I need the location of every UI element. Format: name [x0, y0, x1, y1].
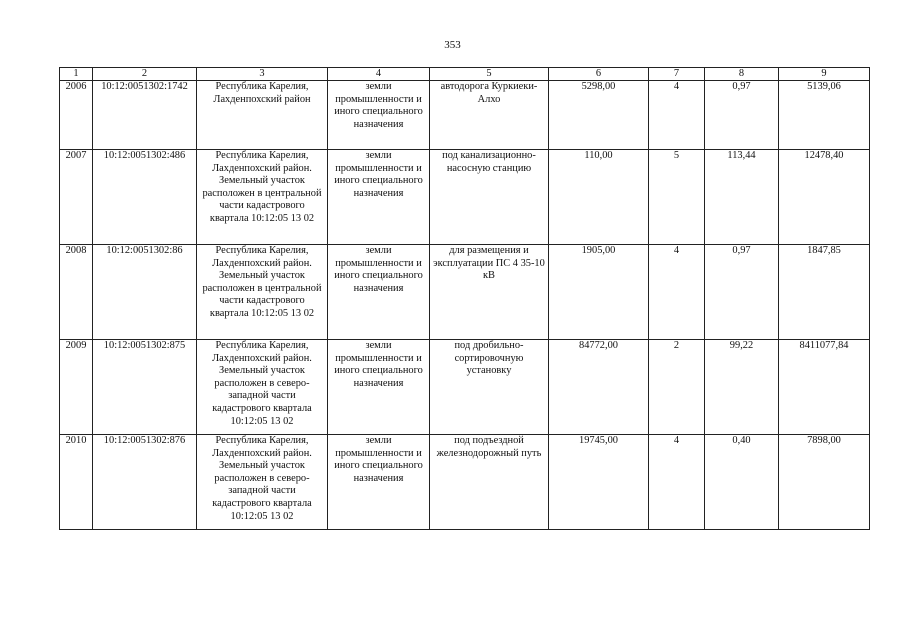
group: 4: [649, 81, 705, 150]
rate: 0,97: [705, 245, 779, 340]
row-number: 2007: [60, 150, 93, 245]
cadastral-number: 10:12:0051302:486: [93, 150, 197, 245]
rate: 0,40: [705, 435, 779, 530]
land-category: земли промышленности и иного специального назначения: [328, 340, 430, 435]
group: 2: [649, 340, 705, 435]
location: Республика Карелия, Лахденпохский район: [197, 81, 328, 150]
area: 19745,00: [549, 435, 649, 530]
group: 5: [649, 150, 705, 245]
permitted-use: для размещения и эксплуатации ПС 4 35-10 кВ: [430, 245, 549, 340]
rate: 0,97: [705, 81, 779, 150]
area: 84772,00: [549, 340, 649, 435]
row-number: 2008: [60, 245, 93, 340]
cadastral-number: 10:12:0051302:876: [93, 435, 197, 530]
table-row: [60, 150, 870, 245]
header-col-3: 3: [197, 68, 328, 81]
header-col-5: 5: [430, 68, 549, 81]
land-category: земли промышленности и иного специального назначения: [328, 245, 430, 340]
row-number: 2009: [60, 340, 93, 435]
location: Республика Карелия, Лахденпохский район. Земельный участок расположен в северо-западной части кадастрового квартала 10:12:05 13 02: [197, 340, 328, 435]
table-row: [60, 435, 870, 530]
header-col-7: 7: [649, 68, 705, 81]
cadastral-cost: 7898,00: [779, 435, 870, 530]
cadastral-number: 10:12:0051302:86: [93, 245, 197, 340]
land-category: земли промышленности и иного специального назначения: [328, 81, 430, 150]
page-number: 353: [444, 39, 461, 51]
header-col-2: 2: [93, 68, 197, 81]
area: 5298,00: [549, 81, 649, 150]
header-col-1: 1: [60, 68, 93, 81]
row-number: 2010: [60, 435, 93, 530]
land-category: земли промышленности и иного специального назначения: [328, 435, 430, 530]
location: Республика Карелия, Лахденпохский район. Земельный участок расположен в центральной части кадастрового квартала 10:12:05 13 02: [197, 245, 328, 340]
rate: 113,44: [705, 150, 779, 245]
permitted-use: автодорога Куркиеки-Алхо: [430, 81, 549, 150]
cadastral-number: 10:12:0051302:875: [93, 340, 197, 435]
header-col-4: 4: [328, 68, 430, 81]
rate: 99,22: [705, 340, 779, 435]
cadastral-cost: 12478,40: [779, 150, 870, 245]
cadastral-cost: 1847,85: [779, 245, 870, 340]
cadastral-cost: 5139,06: [779, 81, 870, 150]
header-col-8: 8: [705, 68, 779, 81]
area: 1905,00: [549, 245, 649, 340]
permitted-use: под дробильно-сортировочную установку: [430, 340, 549, 435]
land-category: земли промышленности и иного специального назначения: [328, 150, 430, 245]
location: Республика Карелия, Лахденпохский район. Земельный участок расположен в северо-западной части кадастрового квартала 10:12:05 13 02: [197, 435, 328, 530]
land-register-table: [59, 67, 870, 530]
group: 4: [649, 435, 705, 530]
area: 110,00: [549, 150, 649, 245]
cadastral-number: 10:12:0051302:1742: [93, 81, 197, 150]
permitted-use: под подъездной железнодорожный путь: [430, 435, 549, 530]
header-row: [60, 68, 870, 81]
table-row: [60, 81, 870, 150]
header-col-9: 9: [779, 68, 870, 81]
location: Республика Карелия, Лахденпохский район. Земельный участок расположен в центральной части кадастрового квартала 10:12:05 13 02: [197, 150, 328, 245]
cadastral-cost: 8411077,84: [779, 340, 870, 435]
permitted-use: под канализационно-насосную станцию: [430, 150, 549, 245]
table-row: [60, 340, 870, 435]
row-number: 2006: [60, 81, 93, 150]
table-row: [60, 245, 870, 340]
header-col-6: 6: [549, 68, 649, 81]
group: 4: [649, 245, 705, 340]
